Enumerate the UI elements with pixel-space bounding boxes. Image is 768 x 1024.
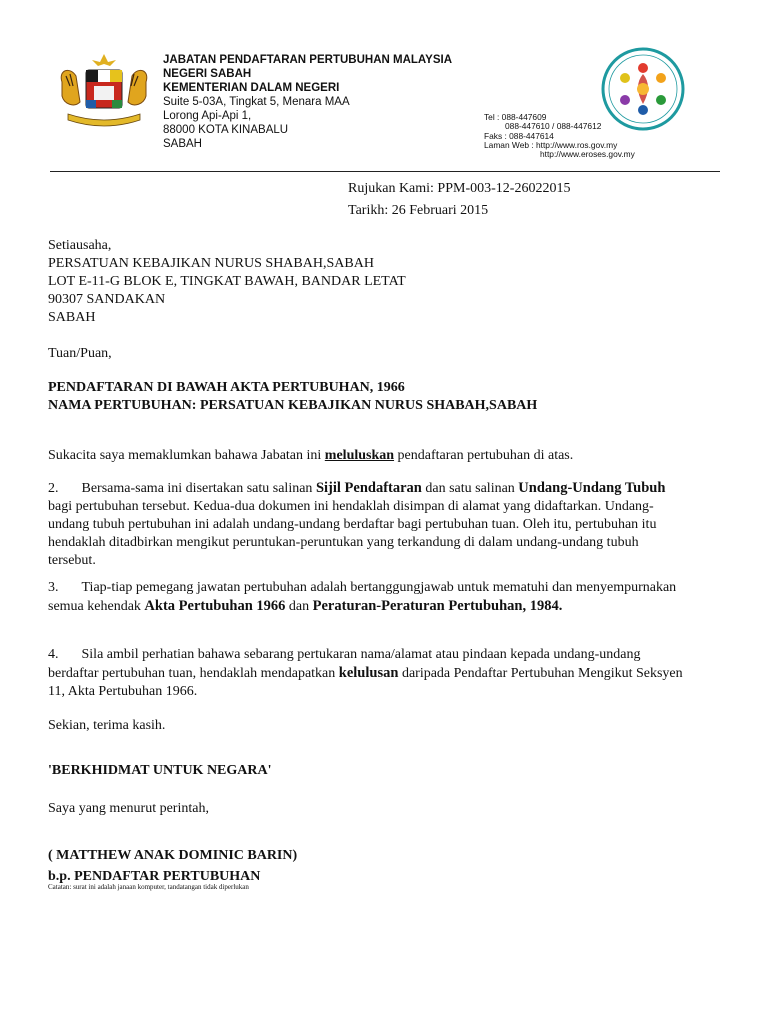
para2-text-c: dan satu salinan xyxy=(421,481,519,496)
para3-text-a: Tiap-tiap pemegang jawatan pertubuhan adalah bertanggungjawab untuk mematuhi dan menyempurnakan semua kehendak xyxy=(48,580,677,614)
paragraph-1 xyxy=(48,447,688,465)
subject-line-2: NAMA PERTUBUHAN: PERSATUAN KEBAJIKAN NURUS SHABAH,SABAH xyxy=(48,398,538,413)
salutation: Tuan/Puan, xyxy=(48,346,112,361)
organization-header xyxy=(163,53,452,151)
contact-web-2: http://www.eroses.gov.my xyxy=(540,149,635,160)
org-ministry: KEMENTERIAN DALAM NEGERI xyxy=(163,82,340,94)
para4-text-c: daripada Pendaftar Pertubuhan Mengikut Seksyen 11, Akta Pertubuhan 1966. xyxy=(48,666,683,699)
signatory-title: b.p. PENDAFTAR PERTUBUHAN xyxy=(48,869,261,884)
recipient-line-4: 90307 SANDAKAN xyxy=(48,292,166,307)
para2-text-a: Bersama-sama ini disertakan satu salinan xyxy=(81,481,316,496)
reference-number: Rujukan Kami: PPM-003-12-26022015 xyxy=(348,181,571,196)
signatory-name: ( MATTHEW ANAK DOMINIC BARIN) xyxy=(48,848,298,863)
order-line: Saya yang menurut perintah, xyxy=(48,801,209,816)
contact-fax: Faks : 088-447614 xyxy=(484,130,554,141)
para4-approval: kelulusan xyxy=(338,665,399,681)
recipient-line-2: PERSATUAN KEBAJIKAN NURUS SHABAH,SABAH xyxy=(48,256,374,271)
recipient-line-3: LOT E-11-G BLOK E, TINGKAT BAWAH, BANDAR LETAT xyxy=(48,274,406,289)
org-name: JABATAN PENDAFTARAN PERTUBUHAN MALAYSIA xyxy=(163,54,452,66)
subject-line-1: PENDAFTARAN DI BAWAH AKTA PERTUBUHAN, 1966 xyxy=(48,380,405,395)
org-address-1: Suite 5-03A, Tingkat 5, Menara MAA xyxy=(163,96,350,108)
contact-web-1: Laman Web : http://www.ros.gov.my xyxy=(484,139,618,150)
para2-number: 2. xyxy=(48,481,59,496)
org-address-2: Lorong Api-Api 1, xyxy=(163,110,252,122)
recipient-line-5: SABAH xyxy=(48,310,96,325)
contact-tel: Tel : 088-447609 xyxy=(484,112,547,122)
para4-text-a: Sila ambil perhatian bahawa sebarang pertukaran nama/alamat atau pindaan kepada undang-undang berdaftar pertubuhan tuan, hendaklah mendapatkan xyxy=(48,647,641,681)
header-divider xyxy=(50,171,720,172)
para3-number: 3. xyxy=(48,580,59,595)
recipient-block xyxy=(48,237,688,327)
reference-block xyxy=(348,180,570,224)
para1-text-a: Sukacita saya memaklumkan bahawa Jabatan ini xyxy=(48,448,325,463)
para3-act: Akta Pertubuhan 1966 xyxy=(144,598,286,614)
contact-tel-2: 088-447610 / 088-447612 xyxy=(505,121,602,132)
letter-date: Tarikh: 26 Februari 2015 xyxy=(348,203,489,218)
motto: 'BERKHIDMAT UNTUK NEGARA' xyxy=(48,763,272,778)
para1-text-c: pendaftaran pertubuhan di atas. xyxy=(394,448,574,463)
paragraph-3 xyxy=(48,579,688,616)
contact-block xyxy=(484,113,635,159)
recipient-line-1: Setiausaha, xyxy=(48,238,112,253)
para3-text-c: dan xyxy=(285,599,313,614)
para2-certificate: Sijil Pendaftaran xyxy=(315,480,422,496)
footnote: Catatan: surat ini adalah janaan komputer, tandatangan tidak diperlukan xyxy=(48,883,249,891)
signatory-block xyxy=(48,845,688,887)
paragraph-4 xyxy=(48,646,688,701)
para3-regulations: Peraturan-Peraturan Pertubuhan, 1984. xyxy=(312,598,563,614)
para4-number: 4. xyxy=(48,647,59,662)
org-address-3: 88000 KOTA KINABALU xyxy=(163,124,289,136)
paragraph-2 xyxy=(48,479,688,570)
para2-text-e: bagi pertubuhan tersebut. Kedua-dua dokumen ini hendaklah disimpan di alamat yang didaftarkan. Undang-undang tubuh pertubuhan ini adalah undang-undang berdaftar bagi pertubuhan tuan. Oleh itu, pertubuhan itu hendaklah ditadbirkan mengikut peruntukan-peruntukan yang terkandung di dalam undang-undang tubuh tersebut. xyxy=(48,499,657,568)
coat-of-arms-icon xyxy=(50,52,158,130)
para1-approved: meluluskan xyxy=(324,448,395,463)
subject-block xyxy=(48,379,688,415)
para2-constitution: Undang-Undang Tubuh xyxy=(518,480,666,496)
org-state: NEGERI SABAH xyxy=(163,68,252,80)
org-address-4: SABAH xyxy=(163,138,202,150)
closing: Sekian, terima kasih. xyxy=(48,718,166,733)
